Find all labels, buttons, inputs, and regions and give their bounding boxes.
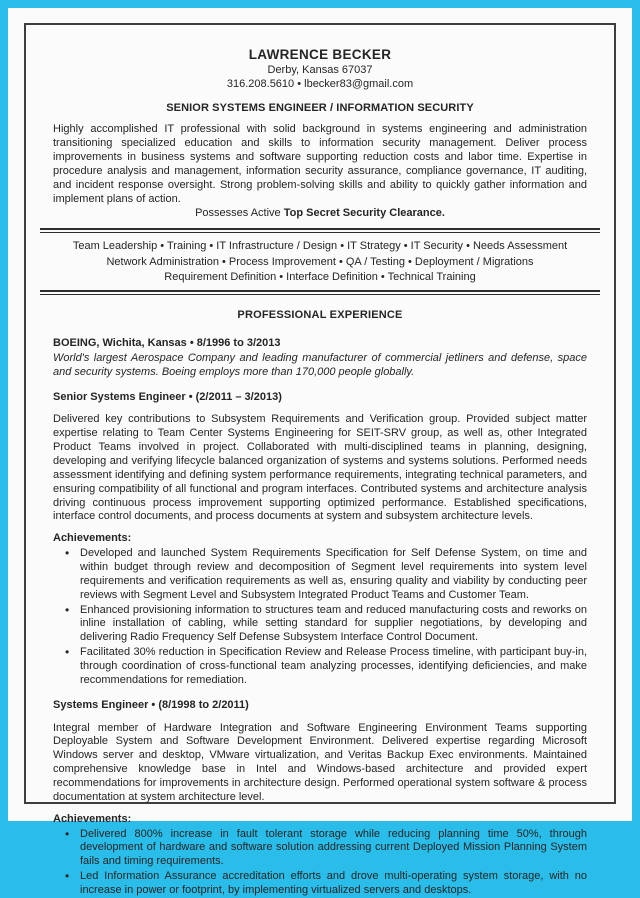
divider-top — [40, 228, 600, 233]
summary-paragraph: Highly accomplished IT professional with solid background in systems engineering and administration transitioning specialized education and skills to information security management. Deliver process improvements in business systems and software supporting reduction costs and labor time. Expertise in procedure analysis and management, information security assurance, compliance governance, IT auditing, and incident response oversight. Strong problem-solving skills and ability to quickly gather information and implement plans of action. — [53, 123, 587, 205]
resume-title: SENIOR SYSTEMS ENGINEER / INFORMATION SECURITY — [166, 102, 474, 115]
achievements-label: Achievements: — [53, 532, 132, 545]
document-page — [8, 8, 632, 897]
achievements-list — [53, 828, 587, 898]
skills-line-2: Network Administration • Process Improvement • QA / Testing • Deployment / Migrations — [106, 255, 534, 268]
achievement-item: • Facilitated 30% reduction in Specification Review and Release Process timeline, with participant buy-in, through coordination of cross-functional team analyzing processes, identifying deficiencies, and make recommendations for remediation. — [65, 646, 587, 688]
role-paragraph: Integral member of Hardware Integration and Software Engineering Environment Teams supporting Deployable System and Software Development Environment. Delivered expertise regarding Microsoft Windows server and desktop, VMware virtualization, and Veritas Backup Exec environments. Maintained comprehensive knowledge base in Intel and Windows-based architecture and provided expert recommendations for improvements in architecture design. Performed operational system software & process documentation at system architecture level. — [53, 721, 587, 803]
divider-bottom — [40, 290, 600, 295]
achievement-item: • Delivered 800% increase in fault tolerant storage while reducing planning time 50%, through development of hardware and software solution addressing current Deployed Mission Planning System fails and timing requirements. — [65, 828, 587, 870]
achievement-item: • Led Information Assurance accreditation efforts and drove multi-operating system storage, with no increase in power or footprint, by implementing virtualized servers and desktops. — [65, 870, 587, 898]
achievement-item: • Enhanced provisioning information to structures team and reduced manufacturing costs and reworks on inline installation of cabling, while setting standard for supplier negotiations, by developing and delivering Radio Frequency Self Defense Subsystem Interface Control Document. — [65, 604, 587, 646]
candidate-contact: 316.208.5610 • lbecker83@gmail.com — [226, 78, 414, 91]
achievements-label: Achievements: — [53, 812, 132, 825]
achievements-list — [53, 547, 587, 688]
candidate-name: LAWRENCE BECKER — [248, 47, 392, 62]
resume-content — [26, 25, 614, 898]
skills-line-1: Team Leadership • Training • IT Infrastructure / Design • IT Strategy • IT Security • Needs Assessment — [72, 240, 568, 253]
role-title-senior-systems-engineer: Senior Systems Engineer • (2/2011 – 3/2013) — [53, 390, 282, 403]
clearance-line — [53, 207, 587, 221]
section-heading-experience: PROFESSIONAL EXPERIENCE — [237, 309, 403, 322]
clearance-highlight: Top Secret Security Clearance. — [283, 207, 445, 220]
role-title-systems-engineer: Systems Engineer • (8/1998 to 2/2011) — [53, 698, 249, 711]
clearance-prefix: Possesses Active — [195, 207, 284, 220]
company-description: World's largest Aerospace Company and leading manufacturer of commercial jetliners and defense, space and security systems. Boeing employs more than 170,000 people globally. — [53, 351, 587, 378]
company-line: BOEING, Wichita, Kansas • 8/1996 to 3/2013 — [53, 336, 281, 349]
candidate-location: Derby, Kansas 67037 — [267, 64, 373, 77]
resume-border-frame — [24, 23, 616, 897]
achievement-item: • Developed and launched System Requirements Specification for Self Defense System, on time and within budget through review and decomposition of Segment level requirements into system level requirements and verification requirements as well as, ensuring quality and viability by conducting peer reviews with Segment Level and Subsystem Integrated Product Teams and Customer Team. — [65, 547, 587, 602]
role-paragraph: Delivered key contributions to Subsystem Requirements and Verification group. Provided subject matter expertise relating to Team Center Systems Engineering for SEIT-SRV group, as well as, other Integrated Product Teams involved in project. Collaborated with multi-disciplined teams in planning, designing, developing and verifying lifecycle balanced organization of systems and systems solutions. Performed needs assessment identifying and defining system performance requirements, integrating technical parameters, and ensuring compatibility of all functional and program interfaces. Contributed systems and architecture analysis driving continuous process improvement supporting optimized performance. Established specifications, interface control documents, and process documents at system and subsystem architecture levels. — [53, 413, 587, 523]
skills-line-3: Requirement Definition • Interface Definition • Technical Training — [164, 270, 476, 283]
skills-keywords — [53, 239, 587, 284]
